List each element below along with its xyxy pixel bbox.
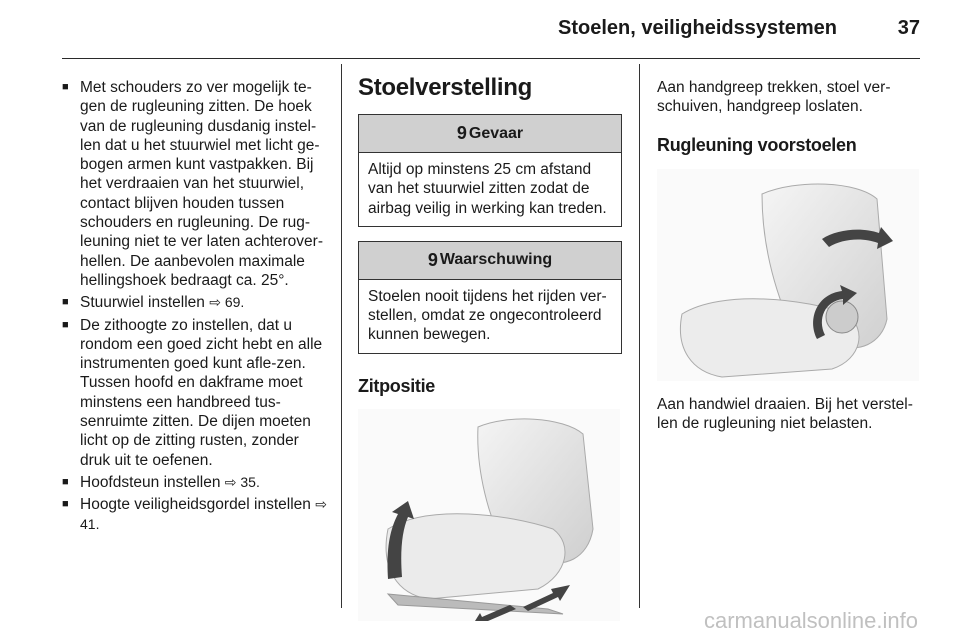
seat-position-illustration bbox=[358, 409, 620, 621]
warning-box bbox=[358, 241, 622, 354]
warning-text: Stoelen nooit tijdens het rijden ver-stellen, omdat ze ongecontroleerd kunnen bewegen. bbox=[368, 287, 607, 344]
handwheel bbox=[826, 301, 858, 333]
middle-column bbox=[358, 74, 622, 621]
section-title: Stoelverstelling bbox=[358, 74, 532, 101]
page-ref[interactable]: ⇨ 41. bbox=[80, 496, 327, 532]
intro-text: Aan handgreep trekken, stoel ver-schuiven, handgreep loslaten. bbox=[657, 79, 891, 116]
subsection-title: Zitpositie bbox=[358, 375, 435, 396]
bullet-item: ■ Stuurwiel instellen ⇨ 69. bbox=[62, 293, 332, 312]
warning-box-header bbox=[359, 242, 621, 280]
bullet-item: ■ Hoofdsteun instellen ⇨ 35. bbox=[62, 473, 332, 492]
seat-cushion bbox=[386, 514, 565, 599]
danger-box bbox=[358, 114, 622, 227]
bullet-item: ■ De zithoogte zo instellen, dat u rondom een goed zicht hebt en alle instrumenten goed kunt afle-zen. Tussen hoofd en dakframe moet minstens een handbreed tus-senruimte zitten. De dijen moeten licht op de zitting rusten, zonder druk uit te oefenen. bbox=[62, 316, 332, 470]
header-rule bbox=[62, 58, 920, 59]
bullet-item: ■ Hoogte veiligheidsgordel instellen ⇨ 41. bbox=[62, 495, 332, 534]
warning-heading: Waarschuwing bbox=[439, 251, 553, 269]
page-header-title: Stoelen, veiligheidssystemen bbox=[558, 17, 837, 39]
page-ref[interactable]: ⇨ 69. bbox=[209, 294, 245, 311]
subsection-title: Rugleuning voorstoelen bbox=[657, 134, 857, 155]
watermark: carmanualsonline.info bbox=[703, 608, 918, 633]
column-divider-2 bbox=[639, 64, 640, 608]
danger-text: Altijd op minstens 25 cm afstand van het stuurwiel zitten zodat de airbag veilig in werking kan treden. bbox=[368, 161, 607, 217]
right-column bbox=[657, 78, 923, 433]
column-divider-1 bbox=[341, 64, 342, 608]
caption-text: Aan handwiel draaien. Bij het verstel-len de rugleuning niet belasten. bbox=[657, 395, 913, 433]
left-column bbox=[62, 78, 332, 537]
danger-heading: Gevaar bbox=[468, 124, 524, 142]
bullet-item: ■ Met schouders zo ver mogelijk te-gen de rugleuning zitten. De hoek van de rugleuning dusdanig instel-len dat u het stuurwiel met licht ge-bogen armen kunt vastpakken. Bij het verdraaien van het stuurwiel, contact blijven houden tussen schouders en rugleuning. De rug-leuning niet te ver laten achterover-hellen. De aanbevolen maximale hellingshoek bedraagt ca. 25°. bbox=[62, 78, 332, 290]
danger-box-header bbox=[359, 115, 621, 153]
warning-triangle-icon: 9 bbox=[427, 249, 438, 270]
page-ref[interactable]: ⇨ 35. bbox=[224, 473, 260, 490]
page-number: 37 bbox=[897, 17, 920, 39]
backrest-illustration bbox=[657, 169, 919, 381]
warning-triangle-icon: 9 bbox=[456, 123, 467, 143]
